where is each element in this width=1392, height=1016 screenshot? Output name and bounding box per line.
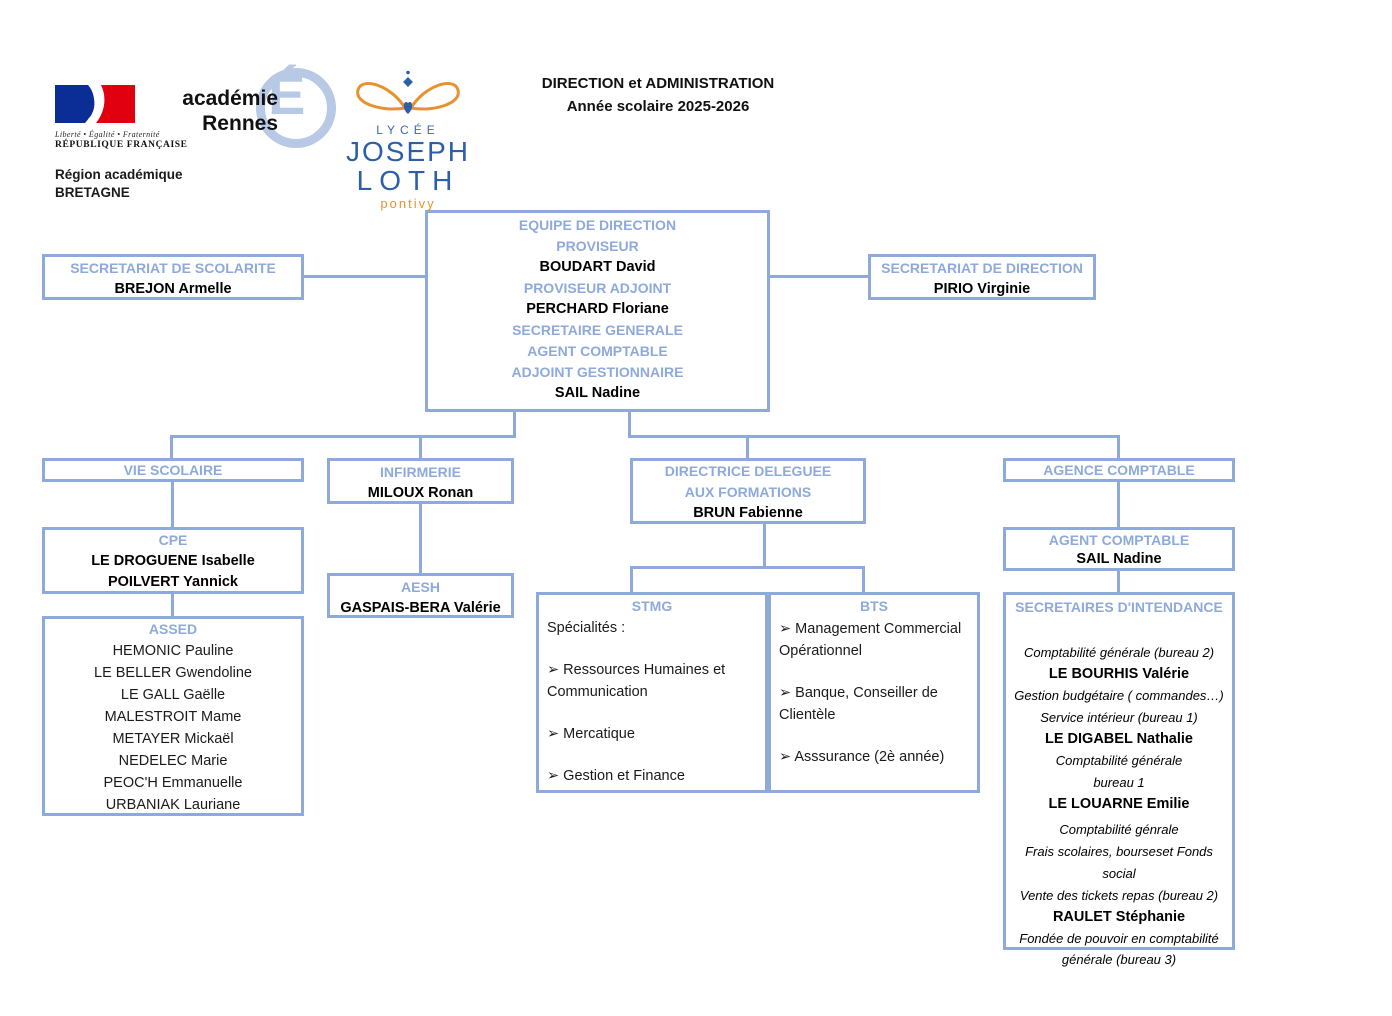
intendance-person: LE LOUARNE Emilie xyxy=(1048,796,1190,812)
person-proviseur-adjoint: PERCHARD Floriane xyxy=(526,301,669,317)
box-vie-scolaire xyxy=(42,458,304,482)
lycee-city: pontivy xyxy=(380,196,436,211)
connector-line xyxy=(304,275,425,278)
bts-title: BTS xyxy=(860,598,888,614)
intendance-role: Fondée de pouvoir en comptabilité générale (bureau 3) xyxy=(1019,931,1219,967)
assed-person: LE BELLER Gwendoline xyxy=(94,665,252,681)
stmg-specialite: ➢ Mercatique xyxy=(547,726,635,742)
lycee-joseph-loth-logo xyxy=(340,70,476,211)
role-adjoint-gestionnaire: ADJOINT GESTIONNAIRE xyxy=(511,364,684,380)
intendance-person: RAULET Stéphanie xyxy=(1052,909,1186,925)
role-agent-comptable: AGENT COMPTABLE xyxy=(527,343,668,359)
stmg-body xyxy=(539,617,765,787)
agent-comptable-person: SAIL Nadine xyxy=(1076,551,1162,567)
intendance-role: Frais scolaires, bourseset Fonds social xyxy=(1025,844,1213,881)
connector-line xyxy=(170,435,516,438)
academie-emblem-icon: É xyxy=(250,60,334,144)
intendance-role: Comptabilité générale xyxy=(1055,753,1183,768)
connector-line xyxy=(630,566,633,592)
stmg-specialite: ➢ Gestion et Finance xyxy=(547,768,685,784)
aesh-title: AESH xyxy=(401,579,440,595)
cpe-title: CPE xyxy=(158,532,188,548)
agence-comptable-title: AGENCE COMPTABLE xyxy=(1043,461,1195,478)
person-secretaire-generale: SAIL Nadine xyxy=(554,385,641,401)
page-title-line2: Année scolaire 2025-2026 xyxy=(566,98,750,115)
connector-line xyxy=(419,435,422,458)
stmg-title: STMG xyxy=(631,598,673,614)
directrice-title-line2: AUX FORMATIONS xyxy=(684,484,812,500)
box-agence-comptable xyxy=(1003,458,1235,482)
connector-line xyxy=(628,435,1120,438)
page-title-line1: DIRECTION et ADMINISTRATION xyxy=(541,75,775,92)
republique-label: RÉPUBLIQUE FRANÇAISE xyxy=(55,140,188,150)
cpe-person: LE DROGUENE Isabelle xyxy=(91,553,255,569)
role-secretaire-generale: SECRETAIRE GENERALE xyxy=(512,322,683,338)
box-stmg xyxy=(536,592,768,793)
vie-scolaire-title: VIE SCOLAIRE xyxy=(123,461,223,478)
lycee-name-line1: JOSEPH xyxy=(345,136,471,167)
person-proviseur: BOUDART David xyxy=(539,259,656,275)
bts-body xyxy=(771,618,977,768)
connector-line xyxy=(770,275,868,278)
intendance-role: Comptabilité générale (bureau 2) xyxy=(1023,645,1215,660)
box-equipe-de-direction xyxy=(425,210,770,412)
directrice-person: BRUN Fabienne xyxy=(693,505,803,521)
role-proviseur: PROVISEUR xyxy=(556,238,639,254)
infirmerie-title: INFIRMERIE xyxy=(380,464,461,480)
connector-line xyxy=(171,482,174,527)
secretariat-scolarite-name: BREJON Armelle xyxy=(114,281,232,297)
role-proviseur-adjoint: PROVISEUR ADJOINT xyxy=(523,280,672,296)
connector-line xyxy=(1117,435,1120,458)
box-aesh xyxy=(327,573,514,618)
assed-person: PEOC'H Emmanuelle xyxy=(103,775,243,791)
directrice-title-line1: DIRECTRICE DELEGUEE xyxy=(664,463,832,479)
cpe-person: POILVERT Yannick xyxy=(107,574,238,590)
direction-box-title: EQUIPE DE DIRECTION xyxy=(518,217,677,233)
intendance-role: Service intérieur (bureau 1) xyxy=(1040,710,1198,725)
assed-person: HEMONIC Pauline xyxy=(112,643,234,659)
intendance-role: Gestion budgétaire ( commandes…) xyxy=(1014,688,1224,703)
box-cpe xyxy=(42,527,304,594)
assed-person: MALESTROIT Mame xyxy=(104,709,242,725)
intendance-title: SECRETAIRES D'INTENDANCE xyxy=(1015,599,1223,615)
connector-line xyxy=(1117,482,1120,527)
stmg-specialite: ➢ Ressources Humaines et Communication xyxy=(547,662,726,700)
lycee-label: LYCÉE xyxy=(376,123,440,137)
assed-person: LE GALL Gaëlle xyxy=(120,687,226,703)
assed-title: ASSED xyxy=(148,621,198,637)
intendance-person: LE BOURHIS Valérie xyxy=(1048,666,1190,682)
secretariat-direction-title: SECRETARIAT DE DIRECTION xyxy=(881,260,1083,276)
bts-formation: ➢ Asssurance (2è année) xyxy=(779,749,945,765)
connector-line xyxy=(419,504,422,573)
assed-person: NEDELEC Marie xyxy=(118,753,228,769)
lycee-name-line2: LOTH xyxy=(356,165,460,196)
bts-formation: ➢ Banque, Conseiller de Clientèle xyxy=(779,685,938,723)
connector-line xyxy=(628,411,631,438)
box-bts xyxy=(768,592,980,793)
connector-line xyxy=(763,524,766,569)
secretariat-scolarite-title: SECRETARIAT DE SCOLARITE xyxy=(70,260,276,276)
intendance-role: bureau 1 xyxy=(1093,775,1145,790)
box-agent-comptable xyxy=(1003,527,1235,571)
box-secretariat-direction xyxy=(868,254,1096,300)
aesh-person: GASPAIS-BERA Valérie xyxy=(340,600,501,616)
box-assed xyxy=(42,616,304,816)
intendance-role: Vente des tickets repas (bureau 2) xyxy=(1019,888,1219,903)
box-infirmerie xyxy=(327,458,514,504)
infirmerie-person: MILOUX Ronan xyxy=(367,485,474,501)
stmg-intro: Spécialités : xyxy=(547,620,626,636)
secretariat-direction-name: PIRIO Virginie xyxy=(933,281,1031,297)
connector-line xyxy=(746,435,749,458)
assed-person: METAYER Mickaël xyxy=(112,731,234,747)
agent-comptable-title: AGENT COMPTABLE xyxy=(1048,532,1190,548)
connector-line xyxy=(630,566,865,569)
connector-line xyxy=(1117,571,1120,592)
page-title xyxy=(468,72,848,118)
butterfly-icon xyxy=(348,70,468,118)
region-academique-label: Région académique BRETAGNE xyxy=(55,167,183,200)
intendance-person: LE DIGABEL Nathalie xyxy=(1045,731,1193,747)
assed-person: URBANIAK Lauriane xyxy=(105,797,241,813)
connector-line xyxy=(862,566,865,592)
french-flag-marianne-icon xyxy=(55,85,135,123)
intendance-role: Comptabilité génrale xyxy=(1059,822,1179,837)
box-secretaires-intendance xyxy=(1003,592,1235,967)
republique-motto: Liberté • Égalité • Fraternité xyxy=(55,130,160,139)
connector-line xyxy=(513,411,516,438)
academie-rennes-wordmark: académie Rennes xyxy=(182,87,278,135)
box-secretariat-scolarite xyxy=(42,254,304,300)
box-directrice-deleguee xyxy=(630,458,866,524)
connector-line xyxy=(171,594,174,616)
bts-formation: ➢ Management Commercial Opérationnel xyxy=(779,621,962,659)
connector-line xyxy=(170,435,173,458)
